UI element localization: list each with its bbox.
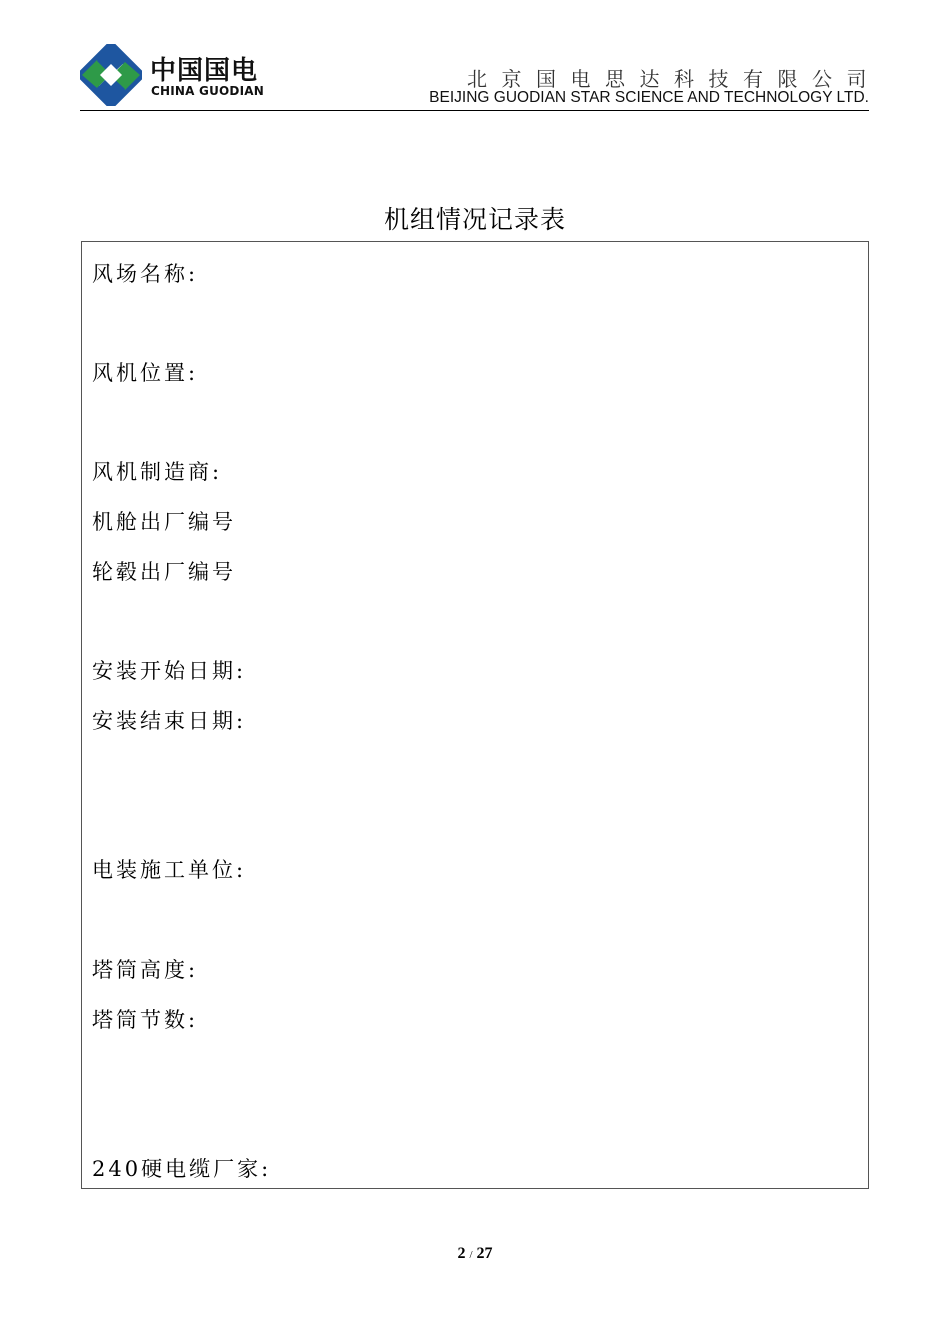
field-install-end-date: 安装结束日期: [92, 709, 247, 733]
page-number [0, 1245, 950, 1263]
company-name-english: BEIJING GUODIAN STAR SCIENCE AND TECHNOLOGY LTD. [429, 89, 869, 106]
field-install-start-date: 安装开始日期: [92, 659, 247, 683]
page-current: 2 [457, 1245, 466, 1262]
field-hub-serial: 轮毂出厂编号 [92, 560, 236, 584]
record-form-box [81, 241, 869, 1189]
china-guodian-logo-icon [80, 44, 142, 106]
field-wind-farm-name: 风场名称: [92, 262, 199, 286]
field-electrical-contractor: 电装施工单位: [92, 858, 247, 882]
company-name-chinese: 北京国电思达科技有限公司 [467, 67, 881, 91]
field-turbine-location: 风机位置: [92, 361, 199, 385]
field-tower-sections: 塔筒节数: [92, 1008, 199, 1032]
field-nacelle-serial: 机舱出厂编号 [92, 510, 236, 534]
page-separator: / [469, 1249, 473, 1261]
logo-english-text: CHINA GUODIAN [151, 84, 264, 98]
field-turbine-manufacturer: 风机制造商: [92, 460, 223, 484]
page-header [80, 38, 881, 111]
page-total: 27 [476, 1245, 493, 1262]
field-tower-height: 塔筒高度: [92, 958, 199, 982]
company-logo [80, 44, 280, 104]
field-cable-manufacturer: 240硬电缆厂家: [92, 1157, 272, 1181]
form-title: 机组情况记录表 [383, 205, 566, 234]
logo-chinese-text: 中国国电 [150, 56, 259, 86]
